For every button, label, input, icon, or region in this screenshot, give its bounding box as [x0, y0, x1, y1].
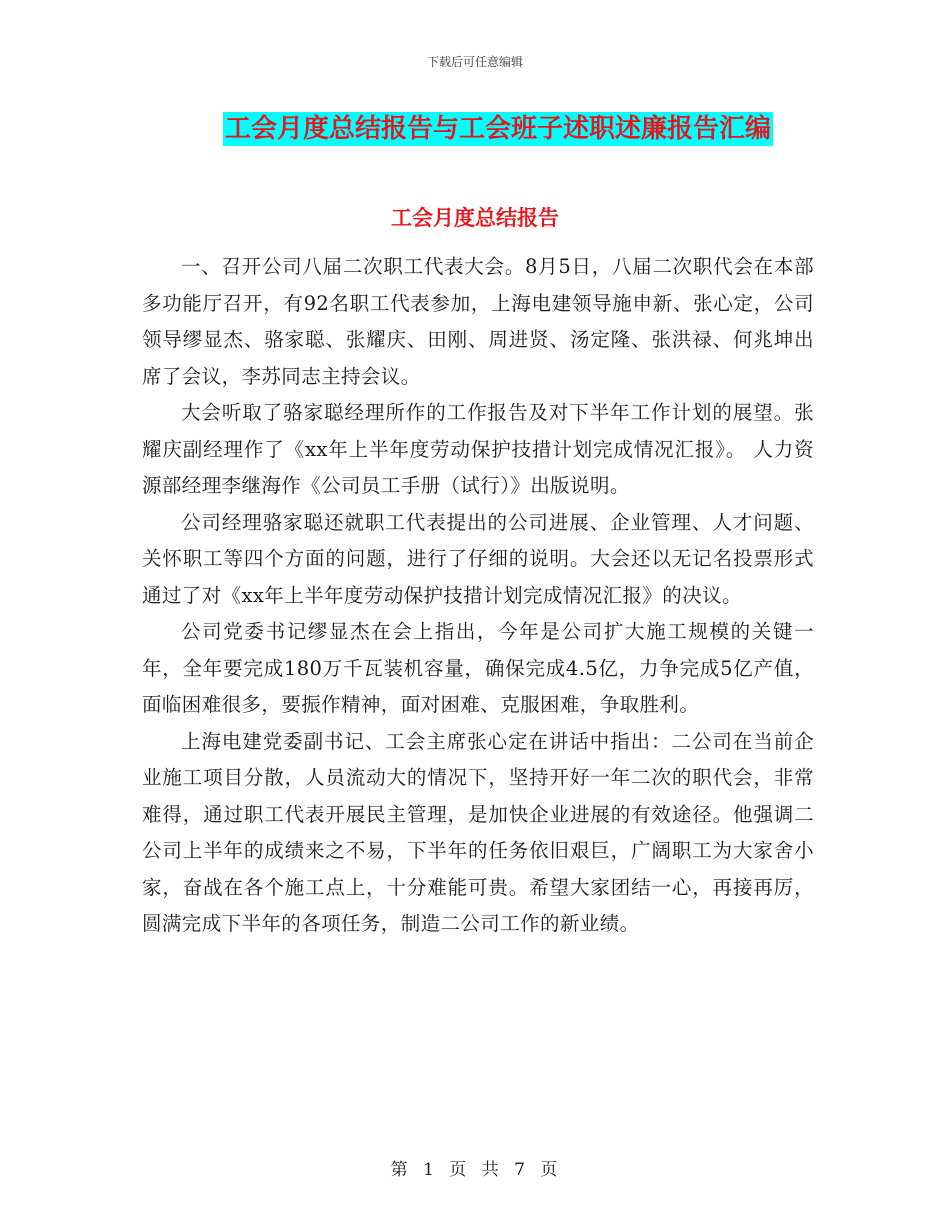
section-title: 工会月度总结报告: [391, 206, 559, 230]
paragraph-4: 公司党委书记缪显杰在会上指出，今年是公司扩大施工规模的关键一年，全年要完成180万千瓦装机容量，确保完成4.5亿，力争完成5亿产值，面临困难很多，要振作精神，面对困难、克服困难，争取胜利。: [142, 620, 814, 716]
paragraph-2: 大会听取了骆家聪经理所作的工作报告及对下半年工作计划的展望。张耀庆副经理作了《xx年上半年度劳动保护技措计划完成情况汇报》。 人力资源部经理李继海作《公司员工手册（试行）》出版说明。: [142, 401, 814, 497]
document-body: [142, 249, 814, 943]
page-header-note: 下载后可任意编辑: [426, 55, 523, 69]
document-title-container: [0, 112, 950, 146]
paragraph-1: 一、召开公司八届二次职工代表大会。8月5日，八届二次职代会在本部多功能厅召开，有92名职工代表参加，上海电建领导施申新、张心定，公司领导缪显杰、骆家聪、张耀庆、田刚、周进贤、汤定隆、张洪禄、何兆坤出席了会议，李苏同志主持会议。: [142, 255, 814, 388]
paragraph-5: 上海电建党委副书记、工会主席张心定在讲话中指出：二公司在当前企业施工项目分散，人员流动大的情况下，坚持开好一年二次的职代会，非常难得，通过职工代表开展民主管理，是加快企业进展的有效途径。他强调二公司上半年的成绩来之不易，下半年的任务依旧艰巨，广阔职工为大家舍小家，奋战在各个施工点上，十分难能可贵。希望大家团结一心，再接再厉，圆满完成下半年的各项任务，制造二公司工作的新业绩。: [142, 729, 814, 935]
page-footer: 第 1 页 共 7 页: [390, 1160, 560, 1180]
document-title: 工会月度总结报告与工会班子述职述廉报告汇编: [224, 114, 771, 144]
paragraph-3: 公司经理骆家聪还就职工代表提出的公司进展、企业管理、人才问题、关怀职工等四个方面的问题，进行了仔细的说明。大会还以无记名投票形式通过了对《xx年上半年度劳动保护技措计划完成情况汇报》的决议。: [142, 510, 814, 607]
